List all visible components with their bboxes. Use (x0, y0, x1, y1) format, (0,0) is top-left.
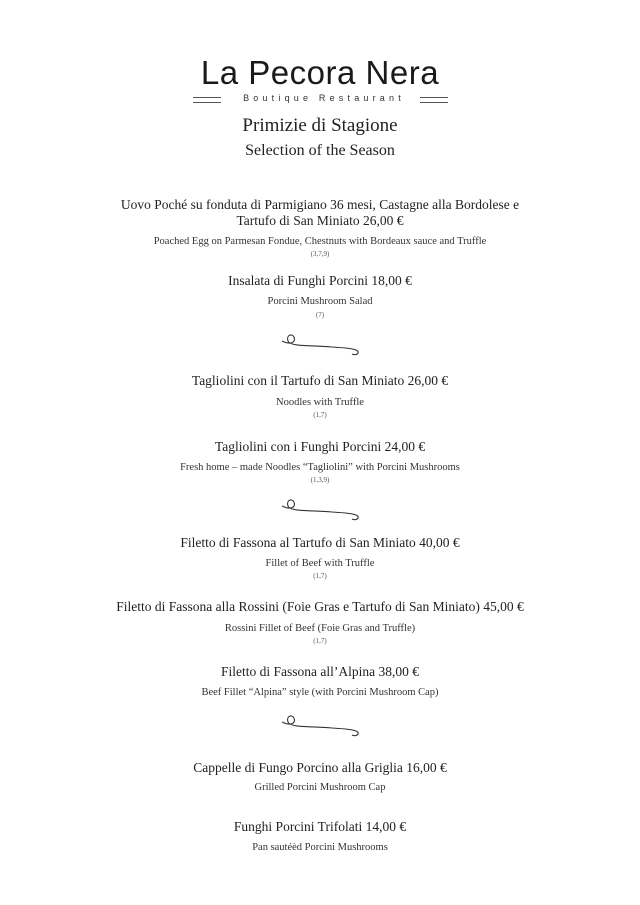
item-english: Fillet of Beef with Truffle (265, 558, 375, 569)
item-english: Fresh home – made Noodles “Tagliolini” with Porcini Mushrooms (180, 462, 460, 473)
item-name-cont: Tartufo di San Miniato 26,00 € (236, 213, 404, 228)
item-name: Uovo Poché su fonduta di Parmigiano 36 mesi, Castagne alla Bordolese e (120, 197, 520, 212)
section-title: Primizie di Stagione (242, 115, 398, 136)
item-name: Insalata di Funghi Porcini 18,00 € (228, 273, 412, 288)
swirl-ornament-icon (282, 333, 362, 357)
item-name: Tagliolini con il Tartufo di San Miniato 26,00 € (191, 373, 449, 388)
item-allergens: (3,7,9) (310, 250, 330, 258)
item-english: Beef Fillet “Alpina” style (with Porcini Mushroom Cap) (201, 687, 439, 698)
item-name: Cappelle di Fungo Porcino alla Griglia 16,00 € (193, 760, 447, 775)
item-name: Tagliolini con i Funghi Porcini 24,00 € (214, 439, 426, 454)
item-english: Poached Egg on Parmesan Fondue, Chestnuts with Bordeaux sauce and Truffle (153, 236, 487, 247)
item-name: Funghi Porcini Trifolati 14,00 € (233, 819, 407, 834)
swirl-ornament-icon (282, 498, 362, 522)
item-english: Porcini Mushroom Salad (267, 296, 373, 307)
item-english: Grilled Porcini Mushroom Cap (254, 782, 386, 793)
item-name: Filetto di Fassona al Tartufo di San Miniato 40,00 € (180, 535, 460, 550)
item-name: Filetto di Fassona alla Rossini (Foie Gras e Tartufo di San Miniato) 45,00 € (116, 599, 524, 614)
item-allergens: (1,3,9) (310, 476, 330, 484)
swirl-ornament-icon (282, 714, 362, 738)
tagline: Boutique Restaurant (243, 93, 405, 103)
item-allergens: (1,7) (313, 411, 327, 419)
section-subtitle: Selection of the Season (245, 142, 395, 159)
item-english: Noodles with Truffle (276, 397, 364, 408)
item-allergens: (1,7) (313, 572, 327, 580)
restaurant-logo-name: La Pecora Nera (200, 54, 440, 91)
item-name: Filetto di Fassona all’Alpina 38,00 € (221, 664, 419, 679)
item-allergens: (7) (315, 311, 325, 319)
item-english: Rossini Fillet of Beef (Foie Gras and Truffle) (224, 623, 416, 634)
item-english: Pan sautéèd Porcini Mushrooms (252, 842, 388, 853)
item-allergens: (1,7) (313, 637, 327, 645)
